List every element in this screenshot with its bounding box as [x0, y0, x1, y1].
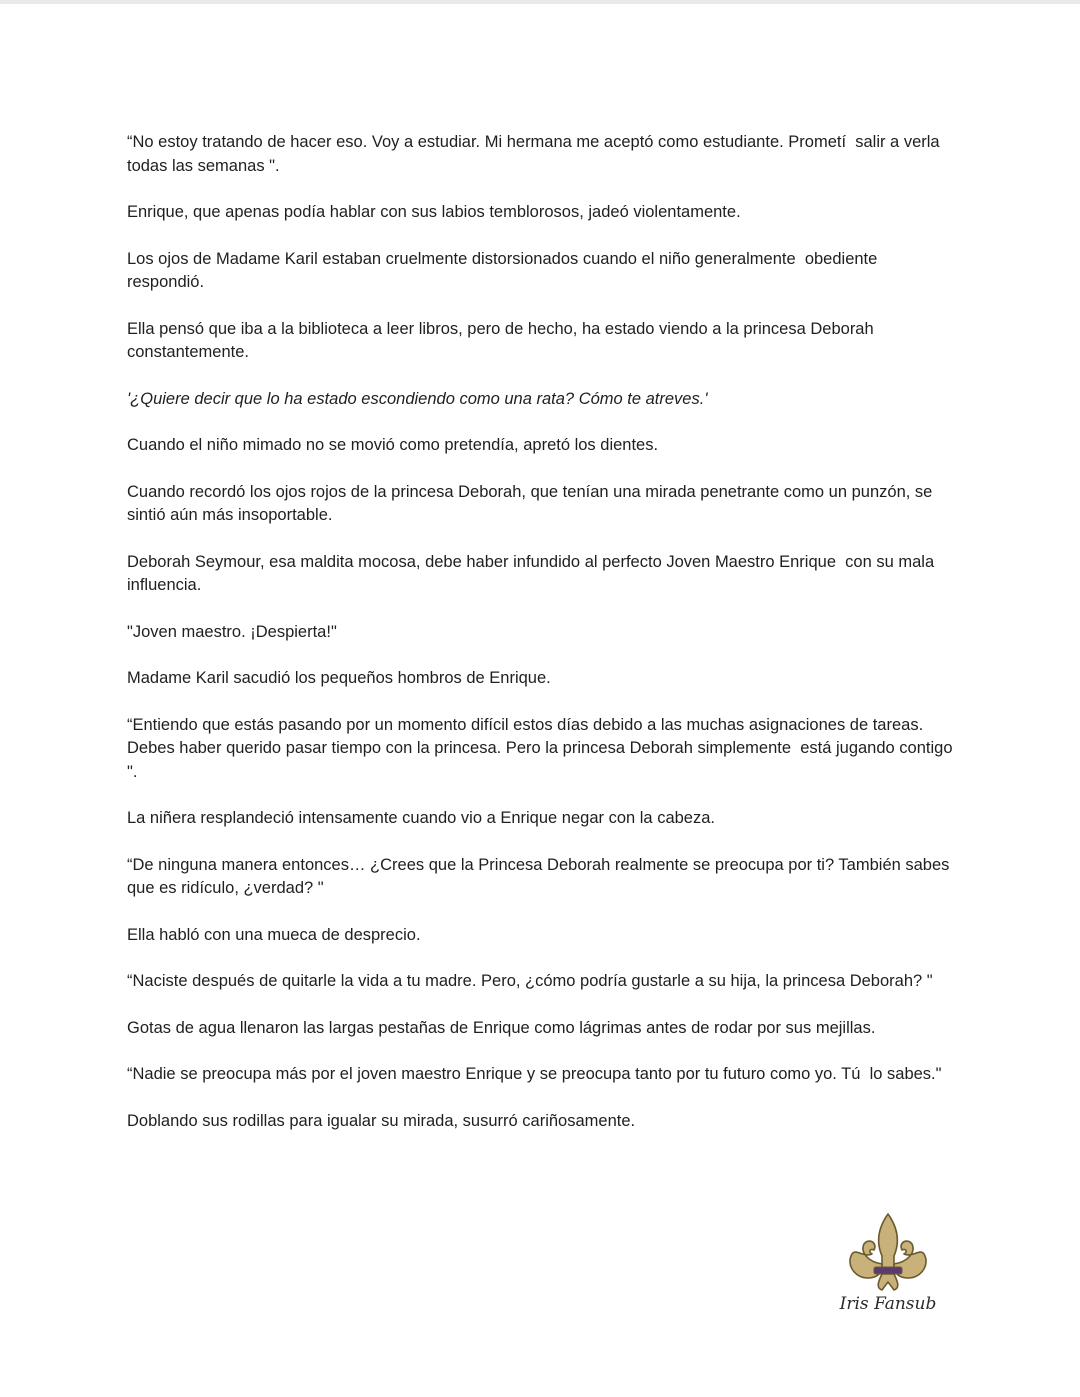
top-strip [0, 0, 1080, 4]
paragraph: Deborah Seymour, esa maldita mocosa, debe haber infundido al perfecto Joven Maestro Enrique con su mala influencia. [127, 552, 939, 594]
paragraph: “Nadie se preocupa más por el joven maestro Enrique y se preocupa tanto por tu futuro como yo. Tú lo sabes." [127, 1065, 942, 1083]
paragraph: La niñera resplandeció intensamente cuando vio a Enrique negar con la cabeza. [127, 809, 715, 827]
paragraph: “No estoy tratando de hacer eso. Voy a estudiar. Mi hermana me aceptó como estudiante. Prometí salir a verla todas las semanas ". [127, 133, 945, 175]
logo-text: Iris Fansub [839, 1294, 937, 1314]
paragraph: Ella habló con una mueca de desprecio. [127, 925, 421, 944]
fleur-de-lis-icon [838, 1208, 938, 1298]
paragraph: Gotas de agua llenaron las largas pestañas de Enrique como lágrimas antes de rodar por sus mejillas. [127, 1018, 876, 1037]
paragraph: “Naciste después de quitarle la vida a tu madre. Pero, ¿cómo podría gustarle a su hija, la princesa Deborah? " [127, 972, 933, 990]
iris-fansub-logo [838, 1208, 938, 1328]
paragraph: Doblando sus rodillas para igualar su mirada, susurró cariñosamente. [127, 1111, 636, 1130]
paragraph: Los ojos de Madame Karil estaban cruelmente distorsionados cuando el niño generalmente obediente respondió. [127, 249, 882, 291]
paragraph: "Joven maestro. ¡Despierta!" [127, 622, 337, 641]
paragraph: “De ninguna manera entonces… ¿Crees que la Princesa Deborah realmente se preocupa por ti? También sabes que es ridículo, ¿verdad? " [127, 855, 955, 897]
document-page [127, 131, 958, 1156]
paragraph: Ella pensó que iba a la biblioteca a leer libros, pero de hecho, ha estado viendo a la princesa Deborah constantemente. [127, 319, 879, 361]
paragraph: “Entiendo que estás pasando por un momento difícil estos días debido a las muchas asignaciones de tareas. Debes haber querido pasar tiempo con la princesa. Pero la princesa Deborah simplemente está jugando contigo ". [127, 715, 958, 781]
paragraph-italic: '¿Quiere decir que lo ha estado escondiendo como una rata? Cómo te atreves.' [127, 389, 708, 408]
paragraph: Cuando recordó los ojos rojos de la princesa Deborah, que tenían una mirada penetrante como un punzón, se sintió aún más insoportable. [127, 482, 937, 524]
paragraph: Madame Karil sacudió los pequeños hombros de Enrique. [127, 669, 551, 687]
paragraph: Cuando el niño mimado no se movió como pretendía, apretó los dientes. [127, 436, 659, 454]
paragraph: Enrique, que apenas podía hablar con sus labios temblorosos, jadeó violentamente. [127, 203, 741, 221]
